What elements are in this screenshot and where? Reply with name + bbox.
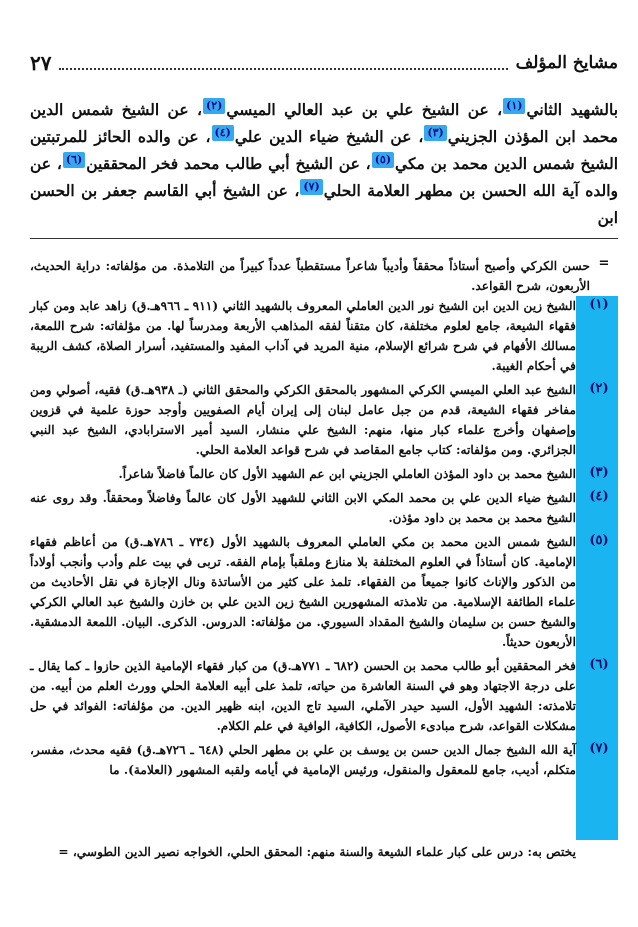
page-header — [30, 46, 618, 80]
main-text-segment: ، عن الشيخ شمس الدين محمد ابن المؤذن الجزيني — [30, 100, 619, 146]
footnote-ref-7[interactable]: (٧) — [300, 179, 322, 195]
footnote — [30, 532, 618, 652]
main-text-segment: ، عن والده الحائز للمرتبتين الشيخ شمس الدين محمد بن مكي — [30, 127, 618, 173]
main-text-segment: بالشهيد الثاني — [526, 100, 619, 119]
footnote-tail-line: يختص به: درس على كبار علماء الشيعة والسنة منهم: المحقق الحلي، الخواجه نصير الدين الطوسي، = — [58, 845, 576, 859]
footnote — [30, 464, 618, 484]
footnote-ref-4[interactable]: (٤) — [212, 125, 234, 141]
footnote — [30, 656, 618, 736]
footnote-number[interactable]: (٤) — [589, 489, 609, 504]
footnote-text: الشيخ محمد بن داود المؤذن العاملي الجزيني ابن عم الشهيد الأول كان عالماً فاضلاً شاعراً. — [118, 467, 576, 481]
continued-footnote-text: حسن الكركي وأصبح أستاذاً محققاً وأديباً شاعراً مستقطباً عدداً كبيراً من التلامذة. من مؤلفاته: دراية الحديث، الأربعون، شرح القواعد. — [30, 259, 590, 293]
footnote — [30, 740, 618, 780]
footnote-ref-6[interactable]: (٦) — [63, 152, 85, 168]
footnote-number[interactable]: (٥) — [589, 533, 609, 548]
footnote-number[interactable]: (٢) — [589, 381, 609, 396]
continued-footnote — [30, 256, 618, 296]
main-text-segment: ، عن والده آية الله الحسن بن مطهر العلامة الحلي — [30, 154, 618, 200]
footnote-ref-5[interactable]: (٥) — [372, 152, 394, 168]
footnote-number[interactable]: (٦) — [589, 657, 609, 672]
footnote-number[interactable]: (١) — [589, 297, 609, 312]
leader-dots — [59, 68, 507, 70]
continuation-mark: = — [598, 256, 610, 271]
main-paragraph — [30, 96, 618, 231]
footnote-ref-1[interactable]: (١) — [503, 98, 525, 114]
footnote-text: الشيخ ضياء الدين علي بن محمد المكي الابن الثاني للشهيد الأول كان عالماً وفاضلاً ومحققاً. وقد روى عنه الشيخ محمد بن محمد بن داود مؤذن. — [30, 491, 576, 525]
footnote — [30, 380, 618, 460]
footnote-ref-3[interactable]: (٣) — [424, 125, 446, 141]
footnote — [30, 488, 618, 528]
main-text-segment: ، عن الشيخ علي بن عبد العالي الميسي — [226, 100, 503, 119]
footnote-number[interactable]: (٧) — [589, 741, 609, 756]
footnote-ref-2[interactable]: (٢) — [203, 98, 225, 114]
main-text-segment: ، عن الشيخ ضياء الدين علي — [234, 127, 424, 146]
footnote-text: آية الله الشيخ جمال الدين حسن بن يوسف بن علي بن مطهر الحلي (٦٤٨ ـ ٧٢٦هـ.ق) فقيه محدث، مفسر، متكلم، أديب، جامع للمعقول والمنقول، ورئيس الإمامية في أيامه ولقبه المشهور (العلامة). ما — [30, 743, 576, 777]
footnote — [30, 296, 618, 376]
footnote-text: الشيخ زين الدين ابن الشيخ نور الدين العاملي المعروف بالشهيد الثاني (٩١١ ـ ٩٦٦هـ.ق) زاهد عابد ومن كبار فقهاء الشيعة، جامع لعلوم مختلفة، كان متقناً لفقه المذاهب الأربعة ومدرساً لها. من مؤلفاته: شرح اللمعة، مسالك الأفهام في شرح شرائع الإسلام، منية المريد في آداب المفيد والمستفيد، أسرار الصلاة، كشف الريبة في أحكام الغيبة. — [30, 299, 577, 373]
footnote-text: فخر المحققين أبو طالب محمد بن الحسن (٦٨٢ ـ ٧٧١هـ.ق) من كبار فقهاء الإمامية الذين حازوا ـ كما يقال ـ على درجة الاجتهاد وهو في السنة العاشرة من حياته، تلمذ على أبيه العلامة الحلي وورث العلم من أبيه. من تلامذته: الشهيد الأول، السيد حيدر الآملي، السيد تاج الدين، ابنه ظهير الدين. من مؤلفاته: الفوائد في حل مشكلات القواعد، شرح مبادىء الأصول، الكافية، الوافية في علم الكلام. — [30, 659, 576, 733]
footnote-text: الشيخ شمس الدين محمد بن مكي العاملي المعروف بالشهيد الأول (٧٣٤ ـ ٧٨٦هـ.ق) من أعاظم فقهاء الإمامية. كان أستاذاً في العلوم المختلفة بلا منازع وملقباً بإمام الفقه. تربى في بيت علم وأدب وأنجب أولاداً من الذكور والإناث كانوا جميعاً من الفقهاء. تلمذ على كثير من الأساتذة ونال الإجازة في نقل الأحاديث من علماء الطائفة الإسلامية. من تلامذته المشهورين الشيخ زين الدين علي بن خازن والشيخ عبد العالي الكركي والشيخ حسن بن سليمان والشيخ المقداد السيوري. من مؤلفاته: الدروس. الذكرى. البيان. اللمعة الدمشقية. الأربعون حديثاً. — [30, 535, 576, 649]
page-number: ٢٧ — [30, 51, 52, 75]
running-title: مشايخ المؤلف — [515, 53, 618, 73]
main-text-segment: ، عن الشيخ أبي القاسم جعفر بن الحسن ابن — [30, 181, 618, 227]
footnote-text: الشيخ عبد العلي الميسي الكركي المشهور بالمحقق الكركي والمحقق الثاني (ـ ٩٣٨هـ.ق) فقيه، أصولي ومن مفاخر فقهاء الشيعة، قدم من جبل عامل لبنان إلى إيران أيام الصفويين وأوجد حوزة علمية في قزوين وإصفهان وأخرج علماء كبار منها، منهم: الشيخ علي منشار، السيد أمير الاسترابادي، الشيخ عبد النبي الجزائري. ومن مؤلفاته: كتاب جامع المقاصد في شرح قواعد العلامة الحلي. — [30, 383, 576, 457]
footnote-number[interactable]: (٣) — [589, 465, 609, 480]
footnote-separator — [30, 238, 618, 239]
footnotes-list — [30, 296, 618, 784]
main-text-segment: ، عن الشيخ أبي طالب محمد فخر المحققين — [86, 154, 371, 173]
